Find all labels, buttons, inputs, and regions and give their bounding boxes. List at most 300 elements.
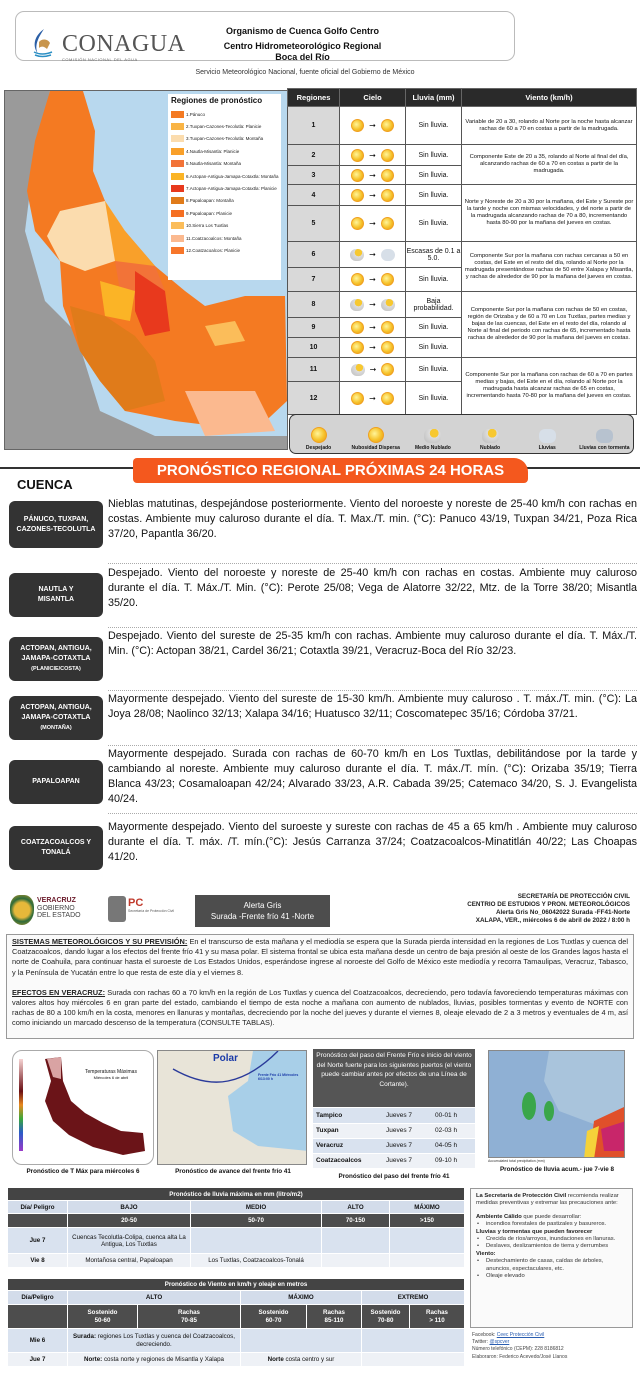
dotted-separator xyxy=(108,563,637,564)
port-name: Tuxpan xyxy=(313,1123,383,1138)
front-caption: Pronóstico de avance del frente frío 41 xyxy=(175,1168,291,1175)
veracruz-gobierno-logo xyxy=(37,897,81,920)
col-header: BAJO xyxy=(68,1201,191,1214)
sky-cell xyxy=(340,206,406,242)
veracruz-shield-icon xyxy=(10,895,34,925)
port-name: Tampico xyxy=(313,1108,383,1123)
subheader-row xyxy=(8,1305,465,1329)
arrow-right-icon: ➞ xyxy=(369,250,376,259)
sun-icon xyxy=(381,321,394,334)
col-header: MEDIO xyxy=(191,1201,322,1214)
sun-icon xyxy=(381,217,394,230)
table-header-row xyxy=(288,89,637,107)
hazard-cell xyxy=(191,1228,322,1254)
arrow-right-icon: ➞ xyxy=(369,323,376,332)
region-label-papaloapan xyxy=(9,760,103,804)
col-viento: Viento (km/h) xyxy=(462,89,637,107)
arrow-right-icon: ➞ xyxy=(369,121,376,130)
sub-label: Sostenido xyxy=(258,1308,289,1316)
hazard-bold: Norte xyxy=(267,1356,284,1363)
sun-icon xyxy=(381,392,394,405)
sky-legend-label: Nubosidad Dispersa xyxy=(351,445,400,451)
legend-item xyxy=(168,244,281,256)
rec-list xyxy=(476,1236,627,1251)
hazard-cell xyxy=(241,1329,362,1353)
range-row xyxy=(8,1214,465,1228)
wind-cell: Componente Este de 20 a 35, rolando al Norte al final del día, alcanzando rachas de 60 a 70 en costas a partir de la madrugada. xyxy=(462,145,637,185)
wind-table-title: Pronóstico de Viento en km/h y oleaje en metros xyxy=(8,1279,465,1291)
sub-label: Rachas xyxy=(322,1308,345,1316)
tmax-date-text: Miércoles 6 de abril xyxy=(93,1075,129,1080)
systems-paragraph xyxy=(12,937,628,978)
day-cell: Vie 8 xyxy=(8,1254,68,1268)
table-row xyxy=(313,1153,475,1168)
region-number: 2 xyxy=(288,145,340,166)
cuenca-heading: CUENCA xyxy=(17,477,73,492)
region-number: 12 xyxy=(288,382,340,415)
col-header: ALTO xyxy=(68,1291,241,1305)
table-row xyxy=(288,185,637,206)
front-note: Frente Frío 41 Miércoles 6/13:00 h xyxy=(258,1073,299,1081)
rec-section-title: Viento: xyxy=(476,1250,496,1257)
sub-value: 50-60 xyxy=(94,1316,111,1324)
legend-label: 7.Actopan-Antigua-Jamapa-Cotaxtla: Planicie xyxy=(186,186,277,192)
partly-cloudy-icon xyxy=(350,249,364,261)
sun-icon xyxy=(351,341,364,354)
legend-swatch xyxy=(171,160,184,167)
sky-cell xyxy=(340,242,406,268)
recommendations-box xyxy=(470,1188,633,1328)
hazard-cell xyxy=(322,1228,390,1254)
rain-map-label: Accumulated total precipitation (mm) xyxy=(488,1159,545,1163)
arrow-right-icon: ➞ xyxy=(369,170,376,180)
sun-icon xyxy=(351,321,364,334)
port-time: 02-03 h xyxy=(432,1123,475,1138)
table-row xyxy=(8,1353,465,1367)
legend-item xyxy=(168,170,281,182)
partly-cloudy-icon xyxy=(424,429,441,443)
hazard-cell xyxy=(390,1254,465,1268)
legend-label: 10.Sierra Los Tuxtlas xyxy=(186,223,229,229)
legend-swatch xyxy=(171,148,184,155)
sun-icon xyxy=(351,273,364,286)
rain-icon xyxy=(539,429,556,443)
authors-line: Elaboraron: Federico Acevedo/José Llanos xyxy=(472,1353,568,1360)
legend-swatch xyxy=(171,247,184,254)
sub-header xyxy=(241,1305,307,1329)
region-name: PAPALOAPAN xyxy=(32,778,80,785)
legend-swatch xyxy=(171,135,184,142)
rain-cell: Escasas de 0.1 a 5.0. xyxy=(406,242,462,268)
header-centro xyxy=(180,41,425,63)
cloudy-icon xyxy=(350,299,364,311)
region-number: 6 xyxy=(288,242,340,268)
facebook-label: Facebook: xyxy=(472,1332,497,1338)
sub-label: Rachas xyxy=(177,1308,200,1316)
sub-label: Rachas xyxy=(425,1308,448,1316)
sun-icon xyxy=(351,169,364,182)
alert-title: Alerta Gris xyxy=(243,901,282,910)
centro-name: CENTRIO DE ESTUDIOS Y PRON. METEOROLÓGICOS xyxy=(467,901,630,908)
col-header: MÁXIMO xyxy=(390,1201,465,1214)
rain-accumulation-map xyxy=(488,1050,625,1158)
legend-item xyxy=(168,120,281,132)
arrow-right-icon: ➞ xyxy=(369,393,376,403)
facebook-link[interactable]: Ceec Protección Civil xyxy=(496,1332,545,1338)
sky-legend-label: Nublado xyxy=(480,445,501,451)
legend-item xyxy=(168,182,281,194)
region-label-nautla xyxy=(9,573,103,617)
sky-cell xyxy=(340,358,406,382)
rec-section-wind xyxy=(476,1251,627,1258)
sky-legend-item xyxy=(464,429,516,451)
regional-forecast-banner: PRONÓSTICO REGIONAL PRÓXIMAS 24 HORAS xyxy=(133,458,528,483)
table-row xyxy=(288,358,637,382)
legend-item xyxy=(168,108,281,120)
secretaria-info xyxy=(467,893,630,925)
arrow-right-icon: ➞ xyxy=(369,150,376,160)
region-forecast-text: Mayormente despejado. Surada con rachas de 60-70 km/h en Los Tuxtlas, debilitándose por la tarde y cambiando al noreste. Ambiente muy caluroso durante el día. T. máx./T. mín. (°C): Orizaba 35/19; Tierra Blanca 43/23; Cosamaloapan 42/24; Alvarado 33/23, A.R. Cabada 39/25; Catemaco 34/20, S. J. Evangelista 40/24. xyxy=(108,748,637,805)
dotted-separator xyxy=(108,690,637,691)
rec-item: • Destechamiento de casas, caídas de árboles, anuncios, espectaculares, etc. xyxy=(476,1258,627,1273)
hazard-bold: Norte: xyxy=(84,1356,103,1363)
twitter-label: Twitter: xyxy=(472,1339,490,1346)
sky-legend-item xyxy=(350,427,402,451)
map-legend xyxy=(168,94,281,280)
rec-intro xyxy=(476,1193,627,1208)
rec-section-rain xyxy=(476,1229,627,1236)
legend-label: 9.Papaloapan: Planicie xyxy=(186,210,233,216)
col-header: EXTREMO xyxy=(362,1291,465,1305)
day-cell: Jue 7 xyxy=(8,1228,68,1254)
col-header: Día/Peligro xyxy=(8,1291,68,1305)
effects-heading: EFECTOS EN VERACRUZ: xyxy=(12,987,106,997)
port-day: Jueves 7 xyxy=(383,1138,432,1153)
port-name: Veracruz xyxy=(313,1138,383,1153)
empty-cell xyxy=(8,1305,68,1329)
polar-label: Polar xyxy=(213,1053,239,1064)
sun-icon xyxy=(381,169,394,182)
twitter-link[interactable]: @spcver xyxy=(489,1339,510,1346)
col-header: ALTO xyxy=(322,1201,390,1214)
legend-swatch xyxy=(171,185,184,192)
header-centro-line1: Centro Hidrometeorológico Regional xyxy=(223,41,382,51)
hazard-cell xyxy=(68,1353,241,1367)
port-day: Jueves 7 xyxy=(383,1108,432,1123)
hazard-cell xyxy=(68,1329,241,1353)
sky-legend-label: Lluvias con tormenta xyxy=(579,445,630,451)
hazard-cell xyxy=(322,1254,390,1268)
cloudy-icon xyxy=(351,364,365,376)
range-cell: 50-70 xyxy=(191,1214,322,1228)
sky-legend-item xyxy=(407,429,459,451)
rain-cell: Sin lluvia. xyxy=(406,382,462,415)
sky-cell xyxy=(340,268,406,292)
wind-cell: Norte y Noreste de 20 a 30 por la mañana, del Este y Sureste por la tarde y noche con mismas velocidades, y del norte a partir de la madrugada alcanzando rachas de 70 a 80, incrementando hasta 80-90 por la mañana del jueves en costas. xyxy=(462,185,637,242)
sun-icon xyxy=(381,119,394,132)
effects-body: Surada con rachas 60 a 70 km/h en la región de Los Tuxtlas y cuenca del Coatzacoalcos, decreciendo, pero todavía favoreciendo temperaturas máximas con valores altos hoy miércoles 6 en gran parte del estado, cambiando el tiempo de esta noche a mañana con aumento de nublados, lluvias, posibles tormentas y evento de NORTE con rachas de 80 a 100 km/h en la costa, menores en llanuras y montañas, decreciendo por la noche del jueves y durante el viernes 8, oleaje elevado de 2 a 3 metros y eventuales de 4 m, así como iniciando un marcado descenso de la temperatura (CONSULTE TABLAS). xyxy=(12,987,628,1028)
sun-icon xyxy=(351,392,364,405)
day-cell: Jue 7 xyxy=(8,1353,68,1367)
region-name: ACTOPAN, ANTIGUA, JAMAPA-COTAXTLA xyxy=(20,704,92,721)
alert-subtitle: Surada -Frente frío 41 -Norte xyxy=(210,912,315,921)
port-day: Jueves 7 xyxy=(383,1153,432,1168)
region-number: 10 xyxy=(288,338,340,358)
range-cell xyxy=(8,1214,68,1228)
cloudy-icon xyxy=(381,299,395,311)
sun-icon xyxy=(381,273,394,286)
sub-value: 70-80 xyxy=(377,1316,394,1324)
region-forecast-text: Despejado. Viento del sureste de 25-35 km/h con rachas. Ambiente muy caluroso durante el día. T. Máx./T. Min. (°C): Actopan 38/21, Cardel 36/21; Cotaxtla 39/21, Veracruz-Boca del Río 32/23. xyxy=(108,630,637,657)
sun-icon xyxy=(351,189,364,202)
table-row xyxy=(288,242,637,268)
ports-table xyxy=(313,1108,475,1169)
range-cell: 20-50 xyxy=(68,1214,191,1228)
region-number: 3 xyxy=(288,166,340,185)
rec-item: • incendios forestales de pastizales y basureros. xyxy=(476,1221,627,1228)
hazard-cell xyxy=(390,1228,465,1254)
arrow-right-icon: ➞ xyxy=(369,300,376,309)
rain-cell: Sin lluvia. xyxy=(406,185,462,206)
legend-label: 5.Nautla-Misantla: Montaña xyxy=(186,161,242,167)
sub-header xyxy=(362,1305,410,1329)
table-row xyxy=(313,1123,475,1138)
sub-header xyxy=(68,1305,138,1329)
dotted-separator xyxy=(108,813,637,814)
hazard-cell xyxy=(241,1353,362,1367)
rec-section-title: Lluvias y tormentas que pueden favorecer xyxy=(476,1228,593,1235)
rec-item: • Oleaje elevado xyxy=(476,1273,627,1280)
sky-legend-label: Medio Nublado xyxy=(414,445,451,451)
wind-cell: Variable de 20 a 30, rolando al Norte por la noche hasta alcanzar rachas de 60 a 70 en costas a partir de la madrugada. xyxy=(462,107,637,145)
region-number: 5 xyxy=(288,206,340,242)
sub-header xyxy=(138,1305,241,1329)
sub-label: Sostenido xyxy=(87,1308,118,1316)
region-number: 7 xyxy=(288,268,340,292)
legend-label: 11.Coatzacoalcos: Montaña xyxy=(186,235,242,241)
port-time: 04-05 h xyxy=(432,1138,475,1153)
sun-icon xyxy=(351,119,364,132)
sky-cell xyxy=(340,166,406,185)
clear-icon xyxy=(311,427,327,443)
wind-cell: Componente Sur por la mañana con rachas de 50 en costas, región de Orizaba y de 60 a 70 en Los Tuxtlas, partes medias y bajas de las cuencas, del Este en el resto del día, rolando al Norte al final del periodo con rachas de 65, incrementado hasta rachas de alrededor de 90 por la mañana del jueves en costas. xyxy=(462,292,637,358)
hazard-cell: Montañosa central, Papaloapan xyxy=(68,1254,191,1268)
sky-cell xyxy=(340,318,406,338)
col-header: MÁXIMO xyxy=(241,1291,362,1305)
legend-label: 4.Nautla-Misantla: Planicie xyxy=(186,148,240,154)
region-forecast-text: Mayormente despejado. Viento del suroeste y sureste con rachas de 45 a 65 km/h . Ambiente muy caluroso durante el día. T. máx. /T. mín.(°C): Jesús Carranza 37/24; Coatzacoalcos-Minatitlán 40/22; Las Choapas 41/20. xyxy=(108,821,637,863)
region-name: PÁNUCO, TUXPAN, CAZONES-TECOLUTLA xyxy=(16,515,96,533)
range-cell: 70-150 xyxy=(322,1214,390,1228)
ports-caption: Pronóstico del paso del frente frío 41 xyxy=(338,1173,450,1180)
header-organismo: Organismo de Cuenca Golfo Centro xyxy=(225,26,380,36)
gobierno-label: GOBIERNO xyxy=(37,904,75,912)
range-cell: >150 xyxy=(390,1214,465,1228)
table-header-row xyxy=(8,1201,465,1214)
region-forecast-text: Nieblas matutinas, despejándose posteriormente. Viento del noroeste y noreste de 25-40 km/h con rachas en costas. Ambiente muy caluroso durante el día. T. Max./T. min. (°C): Panuco 43/19, Tuxpan 34/21, Poza Rica 37/20, Papantla 36/20. xyxy=(108,498,637,540)
rain-cell: Sin lluvia. xyxy=(406,107,462,145)
conagua-logo-subtitle: COMISIÓN NACIONAL DEL AGUA xyxy=(62,57,138,62)
thunderstorm-icon xyxy=(596,429,613,443)
ports-table-header: Pronóstico del paso del Frente Frío e inicio del viento del Norte fuerte para los siguientes puertos (el viento puede cambiar antes por efectos de una Línea de Cortante). xyxy=(313,1049,475,1107)
hazard-bold: Surada: xyxy=(73,1332,97,1340)
region-name: NAUTLA Y MISANTLA xyxy=(37,586,75,603)
legend-item xyxy=(168,158,281,170)
sky-cell xyxy=(340,338,406,358)
sun-icon xyxy=(381,363,394,376)
sky-legend-item xyxy=(521,429,573,451)
tmax-caption: Pronóstico de T Máx para miércoles 6 xyxy=(26,1168,140,1175)
tmax-title xyxy=(85,1069,137,1080)
header-centro-line2: Boca del Río xyxy=(275,52,330,62)
sub-header xyxy=(410,1305,465,1329)
day-cell: Mie 6 xyxy=(8,1329,68,1353)
sky-cell xyxy=(340,185,406,206)
effects-paragraph xyxy=(12,988,628,1029)
rain-cell: Sin lluvia. xyxy=(406,358,462,382)
region-name: ACTOPAN, ANTIGUA, JAMAPA-COTAXTLA xyxy=(20,645,92,662)
legend-item xyxy=(168,220,281,232)
col-cielo: Cielo xyxy=(340,89,406,107)
legend-label: 6.Actopan-Antigua-Jamapa-Cotaxtla: Montaña xyxy=(186,173,279,179)
rec-section-heat xyxy=(476,1214,627,1221)
systems-text-box xyxy=(6,934,634,1039)
table-row xyxy=(288,292,637,318)
legend-label: 3.Tuxpan-Cazones-Tecolutla: Montaña xyxy=(186,136,264,142)
col-lluvia: Lluvia (mm) xyxy=(406,89,462,107)
hazard-cell xyxy=(362,1329,465,1353)
arrow-right-icon: ➞ xyxy=(369,219,376,228)
protection-civil-shield-icon xyxy=(108,896,126,922)
legend-swatch xyxy=(171,123,184,130)
region-sub: (MONTAÑA) xyxy=(40,725,72,731)
sky-cell xyxy=(340,292,406,318)
rain-table-title: Pronóstico de lluvia máxima en mm (litro/m2) xyxy=(8,1188,465,1201)
twitter-line xyxy=(472,1339,567,1346)
legend-swatch xyxy=(171,235,184,242)
alert-date: XALAPA, VER., miércoles 6 de abril de 2022 / 8:00 h xyxy=(475,917,630,924)
port-time: 00-01 h xyxy=(432,1108,475,1123)
rain-cell: Baja probabilidad. xyxy=(406,292,462,318)
col-regiones: Regiones xyxy=(288,89,340,107)
alert-gris-box xyxy=(195,895,330,927)
legend-swatch xyxy=(171,197,184,204)
pc-logo-text: PC xyxy=(128,897,144,909)
conagua-logo-icon xyxy=(30,28,54,58)
alert-number: Alerta Gris No_06042022 Surada -FF41-Norte xyxy=(495,909,630,916)
hazard-text: regiones Los Tuxtlas y cuenca del Coatzacoalcos, decreciendo. xyxy=(96,1332,235,1348)
scattered-clouds-icon xyxy=(368,427,384,443)
legend-label: 8.Papaloapan: Montaña xyxy=(186,198,234,204)
hazard-cell: Cuencas Tecolutla-Colipa, cuenca alta La Antigua, Los Tuxtlas xyxy=(68,1228,191,1254)
region-forecast-text: Despejado. Viento del noroeste y noreste de 25-40 km/h con rachas en costas. Ambiente muy caluroso durante el día. T. Máx./T. Min. (°C): Perote 25/08; Vega de Alatorre 32/22, Mtz. de la Torre 38/20; Misantla 35/20. xyxy=(108,567,637,609)
table-row xyxy=(288,107,637,145)
sub-value: 60-70 xyxy=(265,1316,282,1324)
col-header: Día/ Peligro xyxy=(8,1201,68,1214)
sky-legend-bar xyxy=(289,414,634,454)
phone-line: Número telefónico (CEPM): 228 8186812 xyxy=(472,1346,564,1353)
sub-value: 85-110 xyxy=(324,1316,344,1324)
front-map-graphic xyxy=(158,1051,307,1165)
region-number: 11 xyxy=(288,358,340,382)
dotted-separator xyxy=(108,627,637,628)
rec-item: • Deslaves, deslizamientos de tierra y derrumbes xyxy=(476,1243,627,1250)
sun-icon xyxy=(381,189,394,202)
legend-label: 2.Tuxpan-Cazones-Tecolutla: Planicie xyxy=(186,124,262,130)
region-number: 9 xyxy=(288,318,340,338)
wind-cell: Componente Sur por la mañana con rachas de 60 a 70 en partes medias y bajas, del Este en el día, rolando al Norte por la madrugada hasta alcanzar rachas de 65 en costas, incrementando hasta 70-80 por la mañana del jueves en costas. xyxy=(462,358,637,415)
estado-label: DEL ESTADO xyxy=(37,912,81,919)
region-name: COATZACOALCOS Y TONALÁ xyxy=(20,839,92,856)
regional-forecast-table xyxy=(287,88,637,415)
systems-body: En el transcurso de esta mañana y el mediodía se espera que la Surada pierda intensidad en la regiones de Los Tuxtlas y cuenca del Coatzacoalcos, dando lugar a los efectos del frente frío 41 y su masa polar. El sistema frontal se ubica esta mañana desde un centro de baja presión al oeste de los Grandes lagos hasta el norte de Coahuila, para continuar hasta el suroeste de Los Estados Unidos, esperándose ingrese al noroeste del Golfo de México este mediodía y recorra Tamaulipas, Veracruz, Tabasco, y la Península de Yucatán entre lo que resta de este día y el viernes 8. xyxy=(12,937,629,977)
sub-value: 70-85 xyxy=(181,1316,197,1324)
pc-logo-subtitle: Secretaría de Protección Civil xyxy=(128,909,175,913)
tmax-map-image xyxy=(12,1050,154,1165)
sun-icon xyxy=(381,149,394,162)
legend-item xyxy=(168,207,281,219)
front-advance-map xyxy=(157,1050,307,1165)
port-name: Coatzacoalcos xyxy=(313,1153,383,1168)
sub-label: Sostenido xyxy=(370,1308,401,1316)
table-row xyxy=(313,1138,475,1153)
rain-cell: Sin lluvia. xyxy=(406,145,462,166)
hazard-cell: Los Tuxtlas, Coatzacoalcos-Tonalá xyxy=(191,1254,322,1268)
rec-intro-text: recomienda realizar medidas preventivas y extremar las precauciones ante: xyxy=(476,1193,619,1207)
arrow-right-icon: ➞ xyxy=(369,190,376,200)
sub-value: > 110 xyxy=(429,1316,445,1324)
hazard-text: costa centro y sur xyxy=(283,1356,335,1363)
port-time: 09-10 h xyxy=(432,1153,475,1168)
table-header-row xyxy=(8,1291,465,1305)
rec-section-title: Ambiente Cálido xyxy=(476,1213,522,1220)
cloudy-icon xyxy=(482,429,499,443)
arrow-right-icon: ➞ xyxy=(369,365,377,374)
rec-section-text: que puede desarrollar: xyxy=(521,1213,582,1220)
wind-cell: Componente Sur por la mañana con rachas cercanas a 50 en costas, del Este en el resto del día, rolando al Norte por la madrugada presentándose rachas de 50 entre Xalapa y Misantla, y rachas de alrededor de 90 por la mañana del jueves en costas. xyxy=(462,242,637,292)
rain-cell: Sin lluvia. xyxy=(406,268,462,292)
dotted-separator xyxy=(108,745,637,746)
sky-legend-item xyxy=(293,427,345,451)
sub-header xyxy=(307,1305,362,1329)
header-smn: Servicio Meteorológico Nacional, fuente oficial del Gobierno de México xyxy=(195,69,415,76)
tmax-title-text: Temperaturas Máximas xyxy=(85,1069,137,1075)
sun-icon xyxy=(351,149,364,162)
wind-hazard-table xyxy=(7,1278,465,1367)
table-row xyxy=(313,1108,475,1123)
sun-icon xyxy=(351,217,364,230)
rec-item: • Crecida de ríos/arroyos, inundaciones en llanuras. xyxy=(476,1236,627,1243)
hazard-cell xyxy=(362,1353,465,1367)
region-number: 8 xyxy=(288,292,340,318)
rain-caption: Pronóstico de lluvia acum.- jue 7-vie 8 xyxy=(499,1166,615,1173)
rain-icon xyxy=(381,249,395,261)
arrow-right-icon: ➞ xyxy=(369,343,376,352)
veracruz-label: VERACRUZ xyxy=(37,897,76,904)
rain-cell: Sin lluvia. xyxy=(406,206,462,242)
legend-item xyxy=(168,232,281,244)
legend-item xyxy=(168,145,281,157)
region-sub: (PLANICIE/COSTA) xyxy=(31,666,81,672)
table-row xyxy=(8,1228,465,1254)
systems-heading: SISTEMAS METEOROLÓGICOS Y SU PREVISIÓN: xyxy=(12,937,188,946)
table-row xyxy=(8,1329,465,1353)
region-label-coatzacoalcos xyxy=(9,826,103,870)
rain-map-graphic xyxy=(489,1051,625,1158)
conagua-logo-text: CONAGUA xyxy=(62,31,186,57)
arrow-right-icon: ➞ xyxy=(369,275,376,284)
table-row xyxy=(288,145,637,166)
